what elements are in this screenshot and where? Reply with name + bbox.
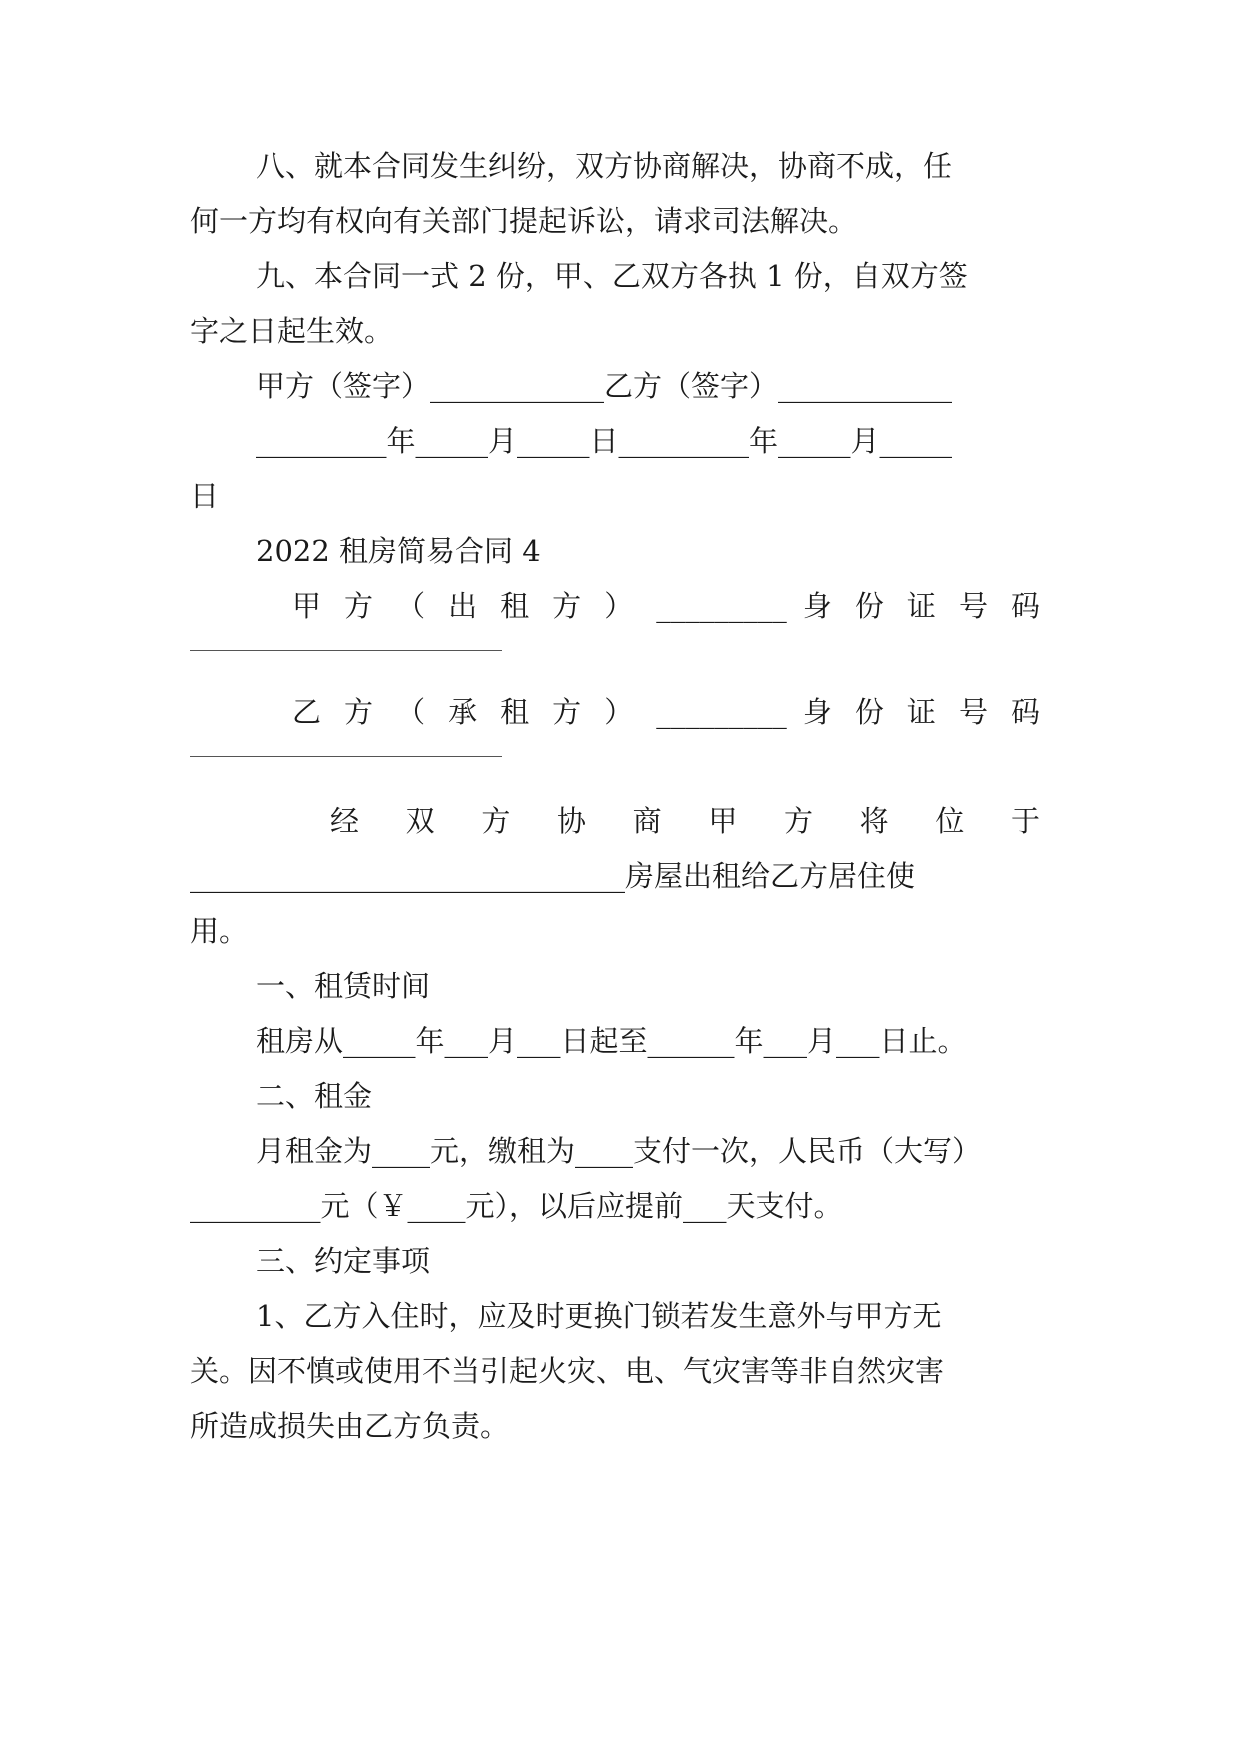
- intro-line-1: 经 双 方 协 商 甲 方 将 位 于: [330, 804, 1040, 838]
- party-a-line: 甲 方 （ 出 租 方 ） _________ 身 份 证 号 码: [292, 589, 1040, 623]
- section-3-heading: 三、约定事项: [256, 1244, 431, 1278]
- party-a-id-blank: [190, 650, 502, 651]
- clause-9-line-1: 九、本合同一式 2 份，甲、乙双方各执 1 份，自双方签: [256, 259, 968, 293]
- date-line-end: 日: [190, 479, 220, 513]
- section-2-line-2: _________元（￥____元），以后应提前___天支付。: [190, 1189, 843, 1223]
- clause-8-line-1: 八、就本合同发生纠纷，双方协商解决，协商不成，任: [256, 149, 953, 183]
- clause-9-line-2: 字之日起生效。: [190, 314, 394, 348]
- contract-title: 2022 租房简易合同 4: [256, 534, 541, 568]
- party-b-id-blank: [190, 756, 502, 757]
- clause-8-line-2: 何一方均有权向有关部门提起诉讼，请求司法解决。: [190, 204, 858, 238]
- section-2-heading: 二、租金: [256, 1079, 373, 1113]
- section-3-line-2: 关。因不慎或使用不当引起火灾、电、气灾害等非自然灾害: [190, 1354, 945, 1388]
- section-1-text: 租房从_____年___月___日起至______年___月___日止。: [256, 1024, 967, 1058]
- section-3-line-1: 1、乙方入住时，应及时更换门锁若发生意外与甲方无: [256, 1299, 942, 1333]
- date-line: _________年_____月_____日_________年_____月_____: [256, 424, 953, 458]
- section-2-line-1: 月租金为____元，缴租为____支付一次，人民币（大写）: [256, 1134, 982, 1168]
- intro-line-3: 用。: [190, 914, 249, 948]
- intro-line-2: ______________________________房屋出租给乙方居住使: [190, 859, 916, 893]
- party-b-line: 乙 方 （ 承 租 方 ） _________ 身 份 证 号 码: [292, 695, 1040, 729]
- signature-line: 甲方（签字）____________乙方（签字）____________: [256, 369, 953, 403]
- section-3-line-3: 所造成损失由乙方负责。: [190, 1409, 510, 1443]
- section-1-heading: 一、租赁时间: [256, 969, 431, 1003]
